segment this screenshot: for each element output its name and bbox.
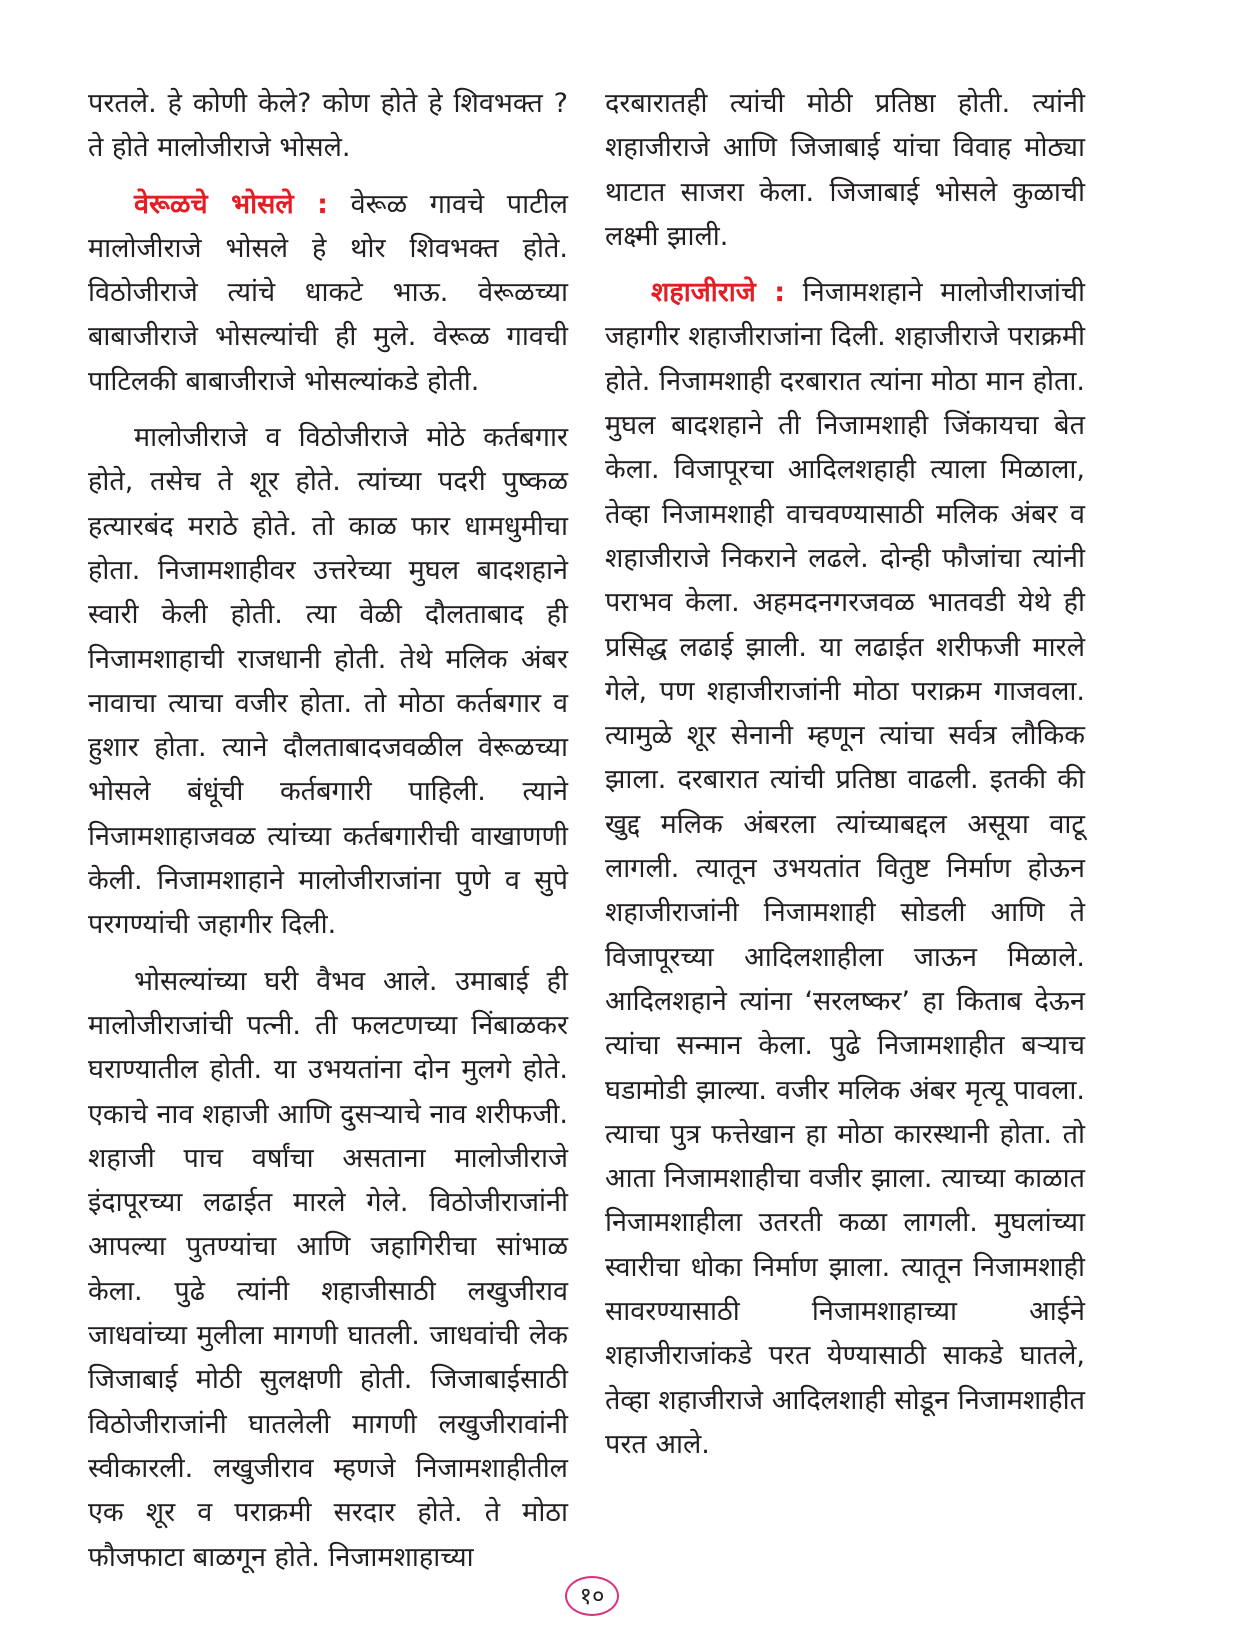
page-number: १० xyxy=(565,1576,619,1616)
right-paragraph-1: दरबारातही त्यांची मोठी प्रतिष्ठा होती. त्यांनी शहाजीराजे आणि जिजाबाई यांचा विवाह मोठ्या थाटात साजरा केला. जिजाबाई भोसले कुळाची लक्ष्मी झाली. xyxy=(605,88,1085,252)
section-heading-verulche-bhosale: वेरूळचे भोसले : xyxy=(134,188,328,220)
right-column xyxy=(605,82,1085,1467)
left-paragraph-2-body: वेरूळ गावचे पाटील मालोजीराजे भोसले हे थोर शिवभक्त होते. विठोजीराजे त्यांचे धाकटे भाऊ. वेरूळच्या बाबाजीराजे भोसल्यांची ही मुले. वेरूळ गावची पाटिलकी बाबाजीराजे भोसल्यांकडे होती. xyxy=(88,188,568,397)
right-paragraph-2-body: निजामशहाने मालोजीराजांची जहागीर शहाजीराजांना दिली. शहाजीराजे पराक्रमी होते. निजामशाही दरबारात त्यांना मोठा मान होता. मुघल बादशहाने ती निजामशाही जिंकायचा बेत केला. विजापूरचा आदिलशहाही त्याला मिळाला, तेव्हा निजामशाही वाचवण्यासाठी मलिक अंबर व शहाजीराजे निकराने लढले. दोन्ही फौजांचा त्यांनी पराभव केला. अहमदनगरजवळ भातवडी येथे ही प्रसिद्ध लढाई झाली. या लढाईत शरीफजी मारले गेले, पण शहाजीराजांनी मोठा पराक्रम गाजवला. त्यामुळे शूर सेनानी म्हणून त्यांचा सर्वत्र लौकिक झाला. दरबारात त्यांची प्रतिष्ठा वाढली. इतकी की खुद्द मलिक अंबरला त्यांच्याबद्दल असूया वाटू लागली. त्यातून उभयतांत वितुष्ट निर्माण होऊन शहाजीराजांनी निजामशाही सोडली आणि ते विजापूरच्या आदिलशाहीला जाऊन मिळाले. आदिलशहाने त्यांना ‘सरलष्कर’ हा किताब देऊन त्यांचा सन्मान केला. पुढे निजामशाहीत बऱ्याच घडामोडी झाल्या. वजीर मलिक अंबर मृत्यू पावला. त्याचा पुत्र फत्तेखान हा मोठा कारस्थानी होता. तो आता निजामशाहीचा वजीर झाला. त्याच्या काळात निजामशाहीला उतरती कळा लागली. मुघलांच्या स्वारीचा धोका निर्माण झाला. त्यातून निजामशाही सावरण्यासाठी निजामशाहाच्या आईने शहाजीराजांकडे परत येण्यासाठी साकडे घातले, तेव्हा शहाजीराजे आदिलशाही सोडून निजामशाहीत परत आले. xyxy=(605,277,1085,1460)
left-paragraph-3: मालोजीराजे व विठोजीराजे मोठे कर्तबगार होते, तसेच ते शूर होते. त्यांच्या पदरी पुष्कळ हत्यारबंद मराठे होते. तो काळ फार धामधुमीचा होता. निजामशाहीवर उत्तरेच्या मुघल बादशहाने स्वारी केली होती. त्या वेळी दौलताबाद ही निजामशाहाची राजधानी होती. तेथे मलिक अंबर नावाचा त्याचा वजीर होता. तो मोठा कर्तबगार व हुशार होता. त्याने दौलताबादजवळील वेरूळच्या भोसले बंधूंची कर्तबगारी पाहिली. त्याने निजामशाहाजवळ त्यांच्या कर्तबगारीची वाखाणणी केली. निजामशाहाने मालोजीराजांना पुणे व सुपे परगण्यांची जहागीर दिली. xyxy=(88,422,568,941)
section-heading-shahajiraje: शहाजीराजे : xyxy=(651,277,786,309)
left-paragraph-4: भोसल्यांच्या घरी वैभव आले. उमाबाई ही मालोजीराजांची पत्नी. ती फलटणच्या निंबाळकर घराण्यातील होती. या उभयतांना दोन मुलगे होते. एकाचे नाव शहाजी आणि दुसऱ्याचे नाव शरीफजी. शहाजी पाच वर्षांचा असताना मालोजीराजे इंदापूरच्या लढाईत मारले गेले. विठोजीराजांनी आपल्या पुतण्यांचा आणि जहागिरीचा सांभाळ केला. पुढे त्यांनी शहाजीसाठी लखुजीराव जाधवांच्या मुलीला मागणी घातली. जाधवांची लेक जिजाबाई मोठी सुलक्षणी होती. जिजाबाईसाठी विठोजीराजांनी घातलेली मागणी लखुजीरावांनी स्वीकारली. लखुजीराव म्हणजे निजामशाहीतील एक शूर व पराक्रमी सरदार होते. ते मोठा फौजफाटा बाळगून होते. निजामशाहाच्या xyxy=(88,965,568,1573)
left-paragraph-2 xyxy=(88,183,568,404)
left-column xyxy=(88,82,568,1580)
right-paragraph-2 xyxy=(605,271,1085,1467)
left-paragraph-1: परतले. हे कोणी केले? कोण होते हे शिवभक्त ? ते होते मालोजीराजे भोसले. xyxy=(88,88,568,164)
